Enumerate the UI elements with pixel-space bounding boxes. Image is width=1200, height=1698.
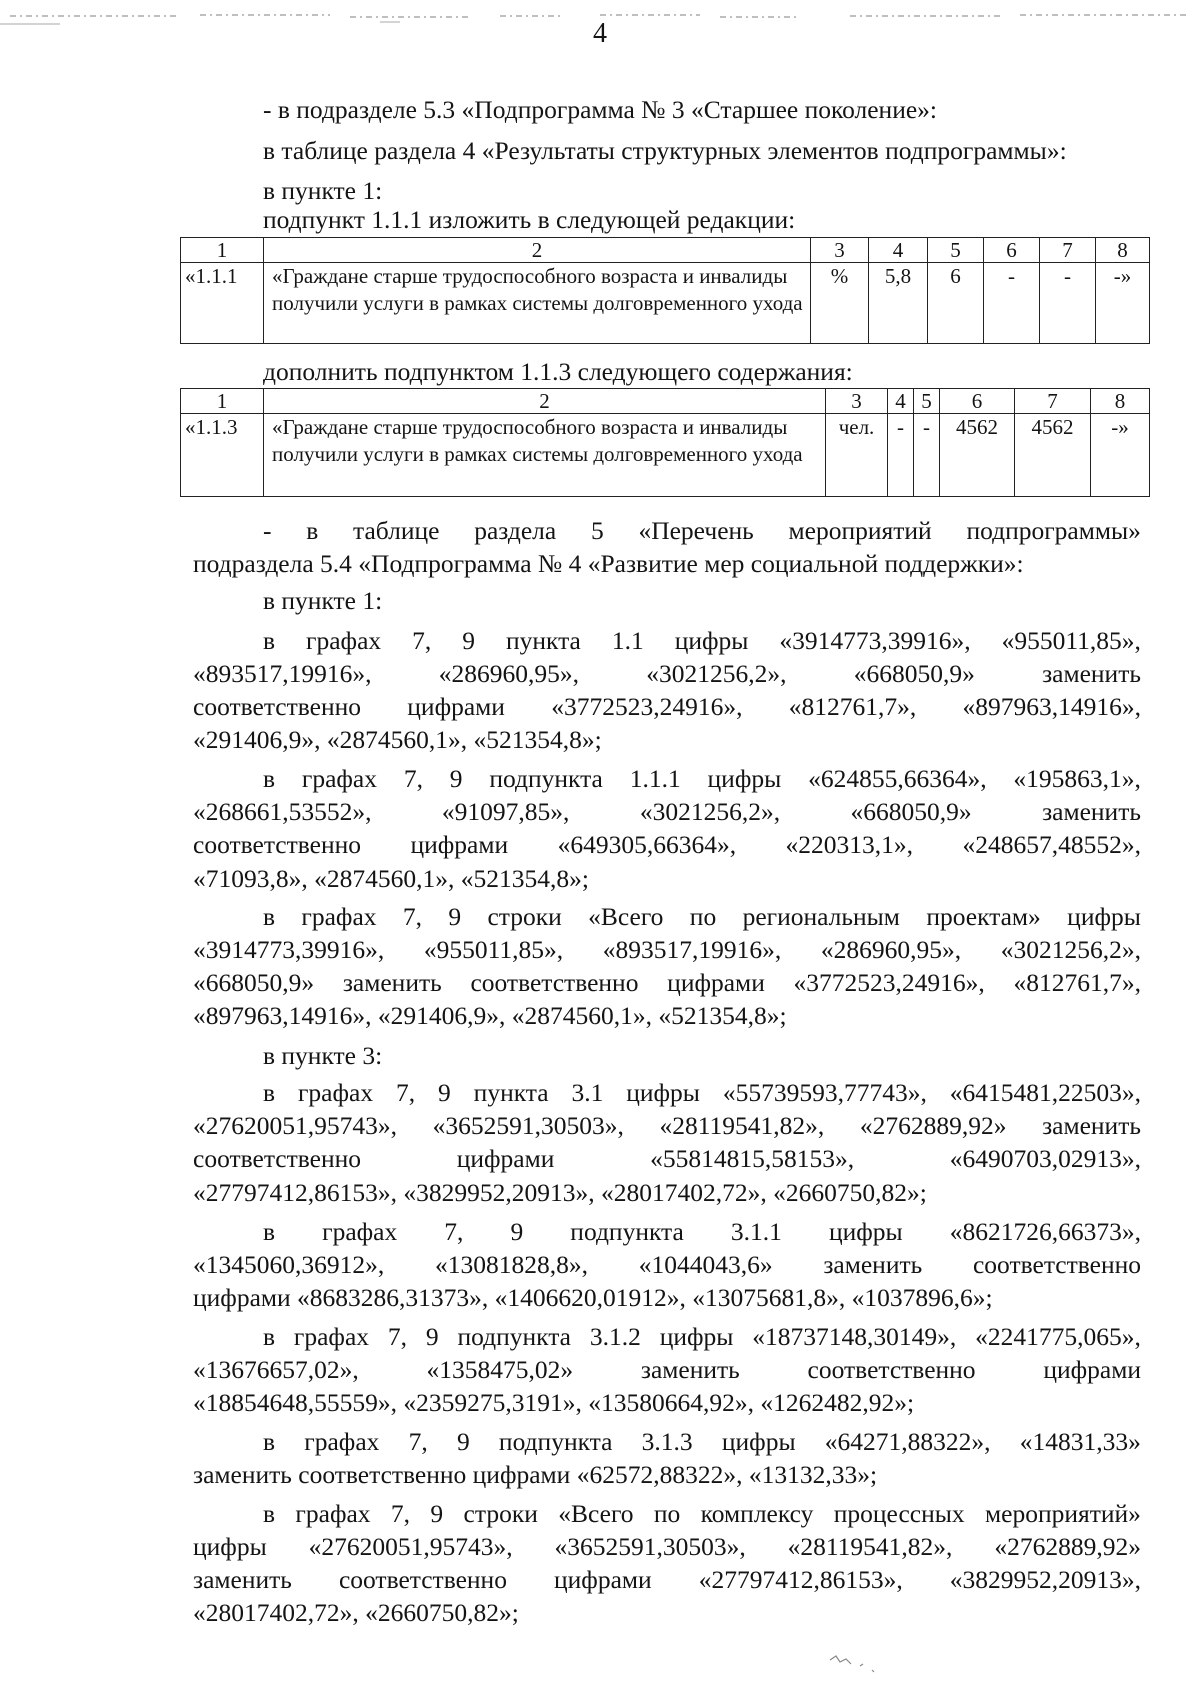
- table-cell: -»: [1096, 263, 1150, 344]
- word: «248657,48552»,: [962, 830, 1141, 859]
- word: цифры: [828, 1217, 903, 1246]
- word: соответственно: [193, 830, 362, 859]
- word: «55814815,58153»,: [650, 1144, 855, 1173]
- word: региональным: [742, 902, 900, 931]
- table-header-cell: 7: [1015, 389, 1091, 414]
- word: 3.1.2: [589, 1322, 641, 1351]
- indicator-table-2: [180, 388, 1150, 497]
- text-line: [193, 830, 1141, 860]
- table-cell: 5,8: [869, 263, 928, 344]
- word: «91097,85»,: [441, 797, 570, 826]
- word: в: [263, 1427, 276, 1456]
- table-header-cell: 6: [984, 238, 1040, 263]
- word: соответственно: [470, 968, 639, 997]
- word: «64271,88322»,: [824, 1427, 991, 1456]
- word: «286960,95»,: [438, 659, 579, 688]
- word: соответственно: [193, 692, 362, 721]
- text-line: [193, 1111, 1141, 1141]
- text-line: [193, 1532, 1141, 1562]
- word: в: [263, 1217, 276, 1246]
- table-cell: «1.1.1: [181, 263, 264, 344]
- word: 9: [430, 1499, 444, 1528]
- text-line: в пункте 3:: [263, 1041, 383, 1070]
- word: в: [263, 1499, 276, 1528]
- word: «27797412,86153»,: [698, 1565, 903, 1594]
- word: «18737148,30149»,: [752, 1322, 957, 1351]
- word: «Перечень: [638, 516, 754, 545]
- word: в: [263, 1322, 276, 1351]
- word: цифрами: [407, 692, 505, 721]
- word: графах: [295, 1499, 371, 1528]
- table-header-cell: 2: [264, 238, 811, 263]
- word: «28119541,82»,: [787, 1532, 953, 1561]
- word: «3914773,39916»,: [779, 626, 971, 655]
- word: 7,: [387, 1322, 408, 1351]
- table-header-row: [181, 389, 1150, 414]
- word: 3.1: [571, 1078, 604, 1107]
- table-header-cell: 5: [928, 238, 984, 263]
- word: «2762889,92»: [994, 1532, 1141, 1561]
- text-line: [263, 1427, 1141, 1457]
- table-cell: 6: [928, 263, 984, 344]
- word: подпункта: [570, 1217, 684, 1246]
- word: 7,: [408, 1427, 428, 1456]
- word: цифры: [626, 1078, 700, 1107]
- word: «3021256,2»,: [646, 659, 787, 688]
- table-cell: %: [811, 263, 869, 344]
- word: «3021256,2»,: [1000, 935, 1141, 964]
- text-line: [193, 797, 1141, 827]
- word: «893517,19916»,: [602, 935, 782, 964]
- table-header-cell: 3: [811, 238, 869, 263]
- word: «13676657,02»,: [193, 1355, 359, 1384]
- word: цифры: [659, 1322, 734, 1351]
- word: 9: [425, 1322, 439, 1351]
- word: графах: [301, 902, 377, 931]
- word: 7,: [402, 902, 423, 931]
- text-line: [193, 1144, 1141, 1174]
- word: «624855,66364»,: [808, 764, 987, 793]
- word: цифры: [707, 764, 782, 793]
- table-header-cell: 1: [181, 238, 264, 263]
- word: «3652591,30503»,: [554, 1532, 746, 1561]
- text-line: «27797412,86153», «3829952,20913», «28017402,72», «2660750,82»;: [193, 1178, 927, 1207]
- word: «812761,7»,: [1013, 968, 1141, 997]
- word: цифрами: [456, 1144, 555, 1173]
- table-header-row: [181, 238, 1150, 263]
- table-header-cell: 3: [826, 389, 888, 414]
- text-line: - в подразделе 5.3 «Подпрограмма № 3 «Старшее поколение»:: [263, 95, 937, 124]
- word: заменить: [1042, 797, 1141, 826]
- word: подпункта: [457, 1322, 571, 1351]
- text-line: подпункт 1.1.1 изложить в следующей редакции:: [263, 205, 796, 234]
- table-row: [181, 263, 1150, 344]
- word: «27620051,95743»,: [308, 1532, 513, 1561]
- word: заменить: [1042, 1111, 1141, 1140]
- text-line: в пункте 1:: [263, 176, 383, 205]
- word: в: [263, 1078, 276, 1107]
- table-cell: «Граждане старше трудоспособного возраста и инвалиды получили услуги в рамках системы долговременного ухода: [264, 414, 826, 497]
- indicator-table-1: [180, 237, 1150, 344]
- word: соответственно: [972, 1250, 1141, 1279]
- table-cell: «Граждане старше трудоспособного возраста и инвалиды получили услуги в рамках системы долговременного ухода: [264, 263, 811, 344]
- text-line: в пункте 1:: [263, 586, 383, 615]
- text-line: [263, 1078, 1141, 1108]
- text-line: [263, 1499, 1141, 1529]
- text-line: «291406,9», «2874560,1», «521354,8»;: [193, 725, 602, 754]
- text-line: [193, 968, 1141, 998]
- word: соответственно: [193, 1144, 362, 1173]
- text-line: подраздела 5.4 «Подпрограмма № 4 «Развитие мер социальной поддержки»:: [193, 549, 1024, 578]
- word: «6415481,22503»,: [949, 1078, 1141, 1107]
- table-header-cell: 7: [1040, 238, 1096, 263]
- text-line: [263, 1322, 1141, 1352]
- word: цифры: [193, 1532, 267, 1561]
- text-line: «897963,14916», «291406,9», «2874560,1», «521354,8»;: [193, 1001, 787, 1030]
- table-cell: 4562: [1015, 414, 1091, 497]
- word: строки: [487, 902, 562, 931]
- word: пункта: [473, 1078, 549, 1107]
- text-line: [193, 659, 1141, 689]
- table-cell: -: [1040, 263, 1096, 344]
- word: «649305,66364»,: [557, 830, 737, 859]
- text-line: [263, 626, 1141, 656]
- table-cell: -: [888, 414, 914, 497]
- word: «8621726,66373»,: [949, 1217, 1141, 1246]
- word: заменить: [640, 1355, 740, 1384]
- word: 3.1.3: [641, 1427, 693, 1456]
- word: графах: [301, 764, 377, 793]
- table-header-cell: 4: [869, 238, 928, 263]
- word: подпункта: [498, 1427, 613, 1456]
- word: цифрами: [410, 830, 509, 859]
- word: «27620051,95743»,: [193, 1111, 397, 1140]
- word: цифрами: [554, 1565, 652, 1594]
- word: «668050,9»: [850, 797, 972, 826]
- word: 3.1.1: [730, 1217, 782, 1246]
- text-line: [263, 1217, 1141, 1247]
- word: 9: [448, 902, 462, 931]
- word: 9: [449, 764, 463, 793]
- text-line: [193, 1250, 1141, 1280]
- word: «955011,85»,: [1001, 626, 1141, 655]
- word: пункта: [505, 626, 581, 655]
- word: «897963,14916»,: [962, 692, 1141, 721]
- word: 7,: [403, 764, 423, 793]
- word: цифрами: [1043, 1355, 1141, 1384]
- word: «Всего: [588, 902, 664, 931]
- word: раздела: [474, 516, 557, 545]
- text-line: «18854648,55559», «2359275,3191», «13580664,92», «1262482,92»;: [193, 1388, 915, 1417]
- word: «13081828,8»,: [434, 1250, 588, 1279]
- word: «Всего: [558, 1499, 634, 1528]
- word: цифры: [1067, 902, 1141, 931]
- word: «2241775,065»,: [975, 1322, 1141, 1351]
- word: заменить: [342, 968, 442, 997]
- page-number: 4: [593, 18, 607, 49]
- word: подпрограммы»: [966, 516, 1141, 545]
- word: цифрами: [667, 968, 765, 997]
- word: «268661,53552»,: [193, 797, 372, 826]
- word: в: [263, 902, 276, 931]
- word: «28119541,82»,: [659, 1111, 825, 1140]
- table-cell: чел.: [826, 414, 888, 497]
- word: «14831,33»: [1019, 1427, 1141, 1456]
- word: «955011,85»,: [423, 935, 564, 964]
- word: «668050,9»: [853, 659, 975, 688]
- word: 9: [456, 1427, 470, 1456]
- word: «1044043,6»: [638, 1250, 773, 1279]
- table-row: [181, 414, 1150, 497]
- table-header-cell: 4: [888, 389, 914, 414]
- word: графах: [306, 626, 382, 655]
- text-line: «28017402,72», «2660750,82»;: [193, 1598, 519, 1627]
- text-line: в таблице раздела 4 «Результаты структурных элементов подпрограммы»:: [263, 136, 1067, 165]
- text-line: цифрами «8683286,31373», «1406620,01912», «13075681,8», «1037896,6»;: [193, 1283, 993, 1312]
- word: в: [263, 764, 276, 793]
- word: соответственно: [338, 1565, 507, 1594]
- word: «3652591,30503»,: [432, 1111, 624, 1140]
- table-cell: «1.1.3: [181, 414, 264, 497]
- word: соответственно: [807, 1355, 976, 1384]
- text-line: [263, 902, 1141, 932]
- word: графах: [297, 1078, 374, 1107]
- word: «3772523,24916»,: [551, 692, 743, 721]
- word: 1.1: [611, 626, 644, 655]
- table-cell: -»: [1091, 414, 1150, 497]
- word: «6490703,02913»,: [949, 1144, 1141, 1173]
- word: заменить: [823, 1250, 923, 1279]
- table-header-cell: 8: [1091, 389, 1150, 414]
- word: в: [306, 516, 319, 545]
- text-line: [193, 1565, 1141, 1595]
- word: «220313,1»,: [785, 830, 914, 859]
- text-line: [193, 1355, 1141, 1385]
- word: «3021256,2»,: [639, 797, 781, 826]
- word: заменить: [1042, 659, 1141, 688]
- text-line: [263, 764, 1141, 794]
- table-cell: -: [984, 263, 1040, 344]
- word: «3772523,24916»,: [793, 968, 985, 997]
- word: 7,: [412, 626, 432, 655]
- table-cell: -: [914, 414, 940, 497]
- table-header-cell: 6: [940, 389, 1015, 414]
- table-header-cell: 5: [914, 389, 940, 414]
- word: мероприятий»: [985, 1499, 1141, 1528]
- word: строки: [463, 1499, 538, 1528]
- text-line: [263, 516, 1141, 546]
- word: -: [263, 516, 272, 545]
- word: заменить: [193, 1565, 292, 1594]
- word: графах: [293, 1322, 370, 1351]
- table-header-cell: 8: [1096, 238, 1150, 263]
- text-line: [193, 692, 1141, 722]
- word: «668050,9»: [193, 968, 315, 997]
- word: процессных: [833, 1499, 965, 1528]
- word: «1345060,36912»,: [193, 1250, 385, 1279]
- word: подпункта: [489, 764, 603, 793]
- word: 7,: [444, 1217, 464, 1246]
- table-cell: 4562: [940, 414, 1015, 497]
- word: 1.1.1: [629, 764, 681, 793]
- word: «1358475,02»: [426, 1355, 574, 1384]
- table-header-cell: 2: [264, 389, 826, 414]
- word: «55739593,77743»,: [722, 1078, 927, 1107]
- word: «286960,95»,: [820, 935, 962, 964]
- word: «893517,19916»,: [193, 659, 372, 688]
- word: 7,: [390, 1499, 411, 1528]
- text-line: дополнить подпунктом 1.1.3 следующего содержания:: [263, 357, 853, 386]
- word: цифры: [674, 626, 749, 655]
- word: 7,: [395, 1078, 416, 1107]
- word: мероприятий: [788, 516, 932, 545]
- word: комплексу: [700, 1499, 814, 1528]
- word: таблице: [353, 516, 440, 545]
- text-line: «71093,8», «2874560,1», «521354,8»;: [193, 864, 589, 893]
- word: по: [653, 1499, 681, 1528]
- word: графах: [304, 1427, 380, 1456]
- word: по: [689, 902, 717, 931]
- text-line: [193, 935, 1141, 965]
- word: цифры: [721, 1427, 796, 1456]
- word: в: [263, 626, 276, 655]
- word: «3914773,39916»,: [193, 935, 385, 964]
- word: «3829952,20913»,: [949, 1565, 1141, 1594]
- word: «812761,7»,: [788, 692, 917, 721]
- word: графах: [322, 1217, 398, 1246]
- word: 9: [462, 626, 475, 655]
- text-line: заменить соответственно цифрами «62572,88322», «13132,33»;: [193, 1460, 878, 1489]
- word: проектам»: [926, 902, 1041, 931]
- table-header-cell: 1: [181, 389, 264, 414]
- word: 9: [510, 1217, 524, 1246]
- scan-mark: [820, 1640, 900, 1680]
- word: «2762889,92»: [859, 1111, 1007, 1140]
- word: 5: [590, 516, 604, 545]
- word: «195863,1»,: [1013, 764, 1141, 793]
- word: 9: [438, 1078, 451, 1107]
